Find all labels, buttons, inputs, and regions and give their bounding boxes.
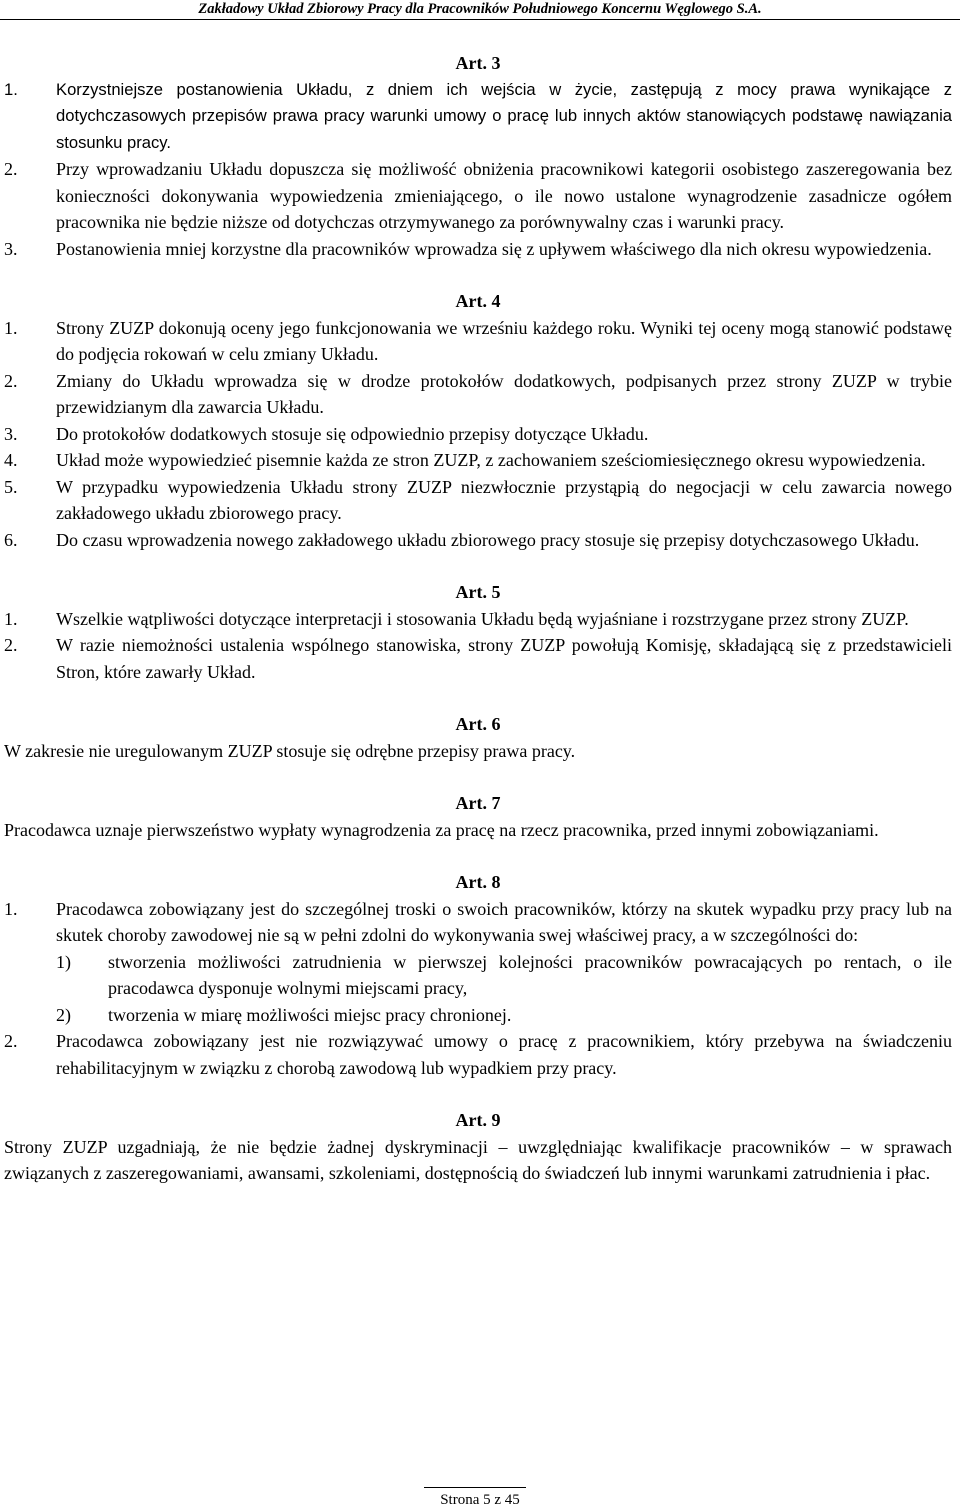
art7-title: Art. 7	[455, 793, 501, 813]
item-number: 1.	[4, 79, 18, 99]
item-text: W razie niemożności ustalenia wspólnego stanowiska, strony ZUZP powołują Komisję, składającą się z przedstawicieli Stron, które zawarły Układ.	[56, 635, 952, 682]
art9-text: Strony ZUZP uzgadniają, że nie będzie żadnej dyskryminacji – uwzględniając kwalifikacje pracowników – w sprawach związanych z zaszeregowaniami, awansami, szkoleniami, dostępnością do świadczeń lub innymi warunkami zatrudnienia i płac.	[4, 1136, 952, 1183]
item-number: 4.	[4, 450, 18, 470]
art8-title: Art. 8	[455, 872, 501, 892]
art4-title: Art. 4	[455, 291, 501, 311]
item-number: 2.	[4, 159, 18, 179]
art7-text: Pracodawca uznaje pierwszeństwo wypłaty wynagrodzenia za pracę na rzecz pracownika, przed innymi zobowiązaniami.	[4, 819, 879, 840]
subitem-number: 2)	[56, 1004, 71, 1025]
art9-title: Art. 9	[455, 1110, 501, 1130]
art6-text: W zakresie nie uregulowanym ZUZP stosuje się odrębne przepisy prawa pracy.	[4, 740, 576, 761]
page-number: Strona 5 z 45	[440, 1492, 520, 1508]
item-number: 2.	[4, 370, 18, 391]
art3-item-1	[4, 77, 952, 157]
art6-title: Art. 6	[455, 714, 501, 734]
item-number: 3.	[4, 238, 18, 259]
art4-item-6	[4, 527, 952, 554]
art4-item-5	[4, 474, 952, 527]
item-text: Do czasu wprowadzenia nowego zakładowego układu zbiorowego pracy stosuje się przepisy dotychczasowego Układu.	[56, 529, 920, 550]
subitem-text: stworzenia możliwości zatrudnienia w pierwszej kolejności pracowników powracających po rentach, o ile pracodawca dysponuje wolnymi miejscami pracy,	[108, 951, 952, 998]
art3-title: Art. 3	[455, 53, 501, 73]
art4-item-1	[4, 315, 952, 368]
art5-item-2	[4, 632, 952, 685]
art8-item-1	[4, 896, 952, 949]
art4-item-2	[4, 368, 952, 421]
art3-item-3	[4, 236, 952, 263]
item-number: 3.	[4, 423, 18, 444]
item-number: 1.	[4, 608, 18, 629]
item-text: Pracodawca zobowiązany jest do szczególnej troski o swoich pracowników, którzy na skutek wypadku przy pracy lub na skutek choroby zawodowej nie są w pełni zdolni do wykonywania swej właściwej pracy, a w szczególności do:	[56, 898, 952, 945]
item-text: Zmiany do Układu wprowadza się w drodze protokołów dodatkowych, podpisanych przez strony ZUZP w trybie przewidzianym dla zawarcia Układu.	[56, 370, 952, 417]
art3-item-2	[4, 156, 952, 236]
item-number: 1.	[4, 898, 18, 919]
item-text: Układ może wypowiedzieć pisemnie każda ze stron ZUZP, z zachowaniem sześciomiesięcznego okresu wypowiedzenia.	[56, 450, 926, 470]
art4-item-3	[4, 421, 952, 448]
art8-subitem-2	[4, 1002, 952, 1029]
subitem-text: tworzenia w miarę możliwości miejsc pracy chronionej.	[108, 1004, 512, 1025]
art8-item-2	[4, 1028, 952, 1081]
header-rule	[0, 19, 960, 20]
subitem-number: 1)	[56, 951, 71, 972]
art4-item-4	[4, 447, 952, 474]
art5-title: Art. 5	[455, 582, 501, 602]
item-text: Strony ZUZP dokonują oceny jego funkcjonowania we wrześniu każdego roku. Wyniki tej oceny mogą stanowić podstawę do podjęcia rokowań w celu zmiany Układu.	[56, 317, 952, 364]
item-number: 5.	[4, 476, 18, 497]
item-text: Przy wprowadzaniu Układu dopuszcza się możliwość obniżenia pracownikowi kategorii osobistego zaszeregowania bez konieczności dokonywania wypowiedzenia zmieniającego, o ile nowo ustalone wynagrodzenie zasadnicze ogółem pracownika nie będzie niższe od dotychczas otrzymywanego za porównywalny czas i warunki pracy.	[56, 159, 952, 232]
footer-rule	[424, 1487, 526, 1488]
item-number: 2.	[4, 1031, 18, 1051]
item-text: W przypadku wypowiedzenia Układu strony ZUZP niezwłocznie przystąpią do negocjacji w celu zawarcia nowego zakładowego układu zbiorowego pracy.	[56, 476, 952, 523]
item-number: 2.	[4, 635, 18, 655]
item-text: Pracodawca zobowiązany jest nie rozwiązywać umowy o pracę z pracownikiem, który przebywa na świadczeniu rehabilitacyjnym w związku z chorobą zawodową lub wypadkiem przy pracy.	[56, 1031, 952, 1078]
art5-item-1	[4, 606, 952, 633]
document-body	[4, 50, 952, 1187]
art8-subitem-1	[4, 949, 952, 1002]
item-number: 6.	[4, 529, 18, 550]
item-number: 1.	[4, 317, 18, 338]
item-text: Korzystniejsze postanowienia Układu, z dniem ich wejścia w życie, zastępują z mocy prawa wynikające z dotychczasowych przepisów prawa pracy warunki umowy o pracę lub innych aktów stanowiących podstawę nawiązania stosunku pracy.	[56, 79, 952, 152]
document-header: Zakładowy Układ Zbiorowy Pracy dla Pracowników Południowego Koncernu Węglowego S.A.	[198, 1, 762, 17]
item-text: Do protokołów dodatkowych stosuje się odpowiednio przepisy dotyczące Układu.	[56, 423, 649, 444]
item-text: Wszelkie wątpliwości dotyczące interpretacji i stosowania Układu będą wyjaśniane i rozstrzygane przez strony ZUZP.	[56, 608, 909, 629]
item-text: Postanowienia mniej korzystne dla pracowników wprowadza się z upływem właściwego dla nich okresu wypowiedzenia.	[56, 238, 932, 259]
